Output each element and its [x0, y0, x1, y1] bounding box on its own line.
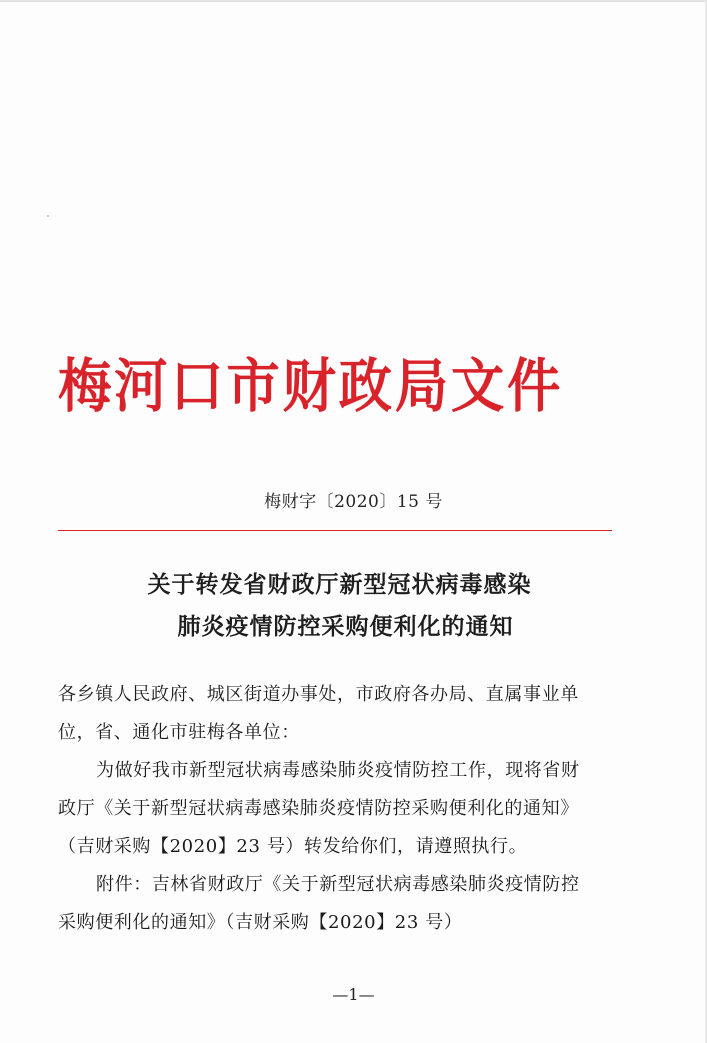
scan-edge-top [0, 0, 707, 2]
addressee-line-2: 位，省、通化市驻梅各单位： [58, 722, 300, 743]
page-number: —1— [332, 985, 375, 1004]
addressee-line-1: 各乡镇人民政府、城区街道办事处，市政府各办局、直属事业单 [58, 684, 579, 705]
subject-line-2: 肺炎疫情防控采购便利化的通知 [177, 613, 514, 640]
attachment-line-1: 附件：吉林省财政厅《关于新型冠状病毒感染肺炎疫情防控 [96, 874, 580, 895]
red-separator-line [58, 530, 612, 531]
document-number: 梅财字〔2020〕15 号 [264, 492, 443, 512]
body-paragraph-line-3: （吉财采购【2020】23 号）转发给你们，请遵照执行。 [58, 836, 528, 857]
issuing-authority-title: 梅河口市财政局文件 [58, 352, 564, 420]
body-paragraph-line-1: 为做好我市新型冠状病毒感染肺炎疫情防控工作，现将省财 [96, 760, 580, 781]
attachment-line-2: 采购便利化的通知》（吉财采购【2020】23 号） [58, 912, 463, 933]
body-paragraph-line-2: 政厅《关于新型冠状病毒感染肺炎疫情防控采购便利化的通知》 [58, 798, 579, 819]
subject-line-1: 关于转发省财政厅新型冠状病毒感染 [147, 571, 532, 598]
scan-speck [47, 215, 49, 217]
